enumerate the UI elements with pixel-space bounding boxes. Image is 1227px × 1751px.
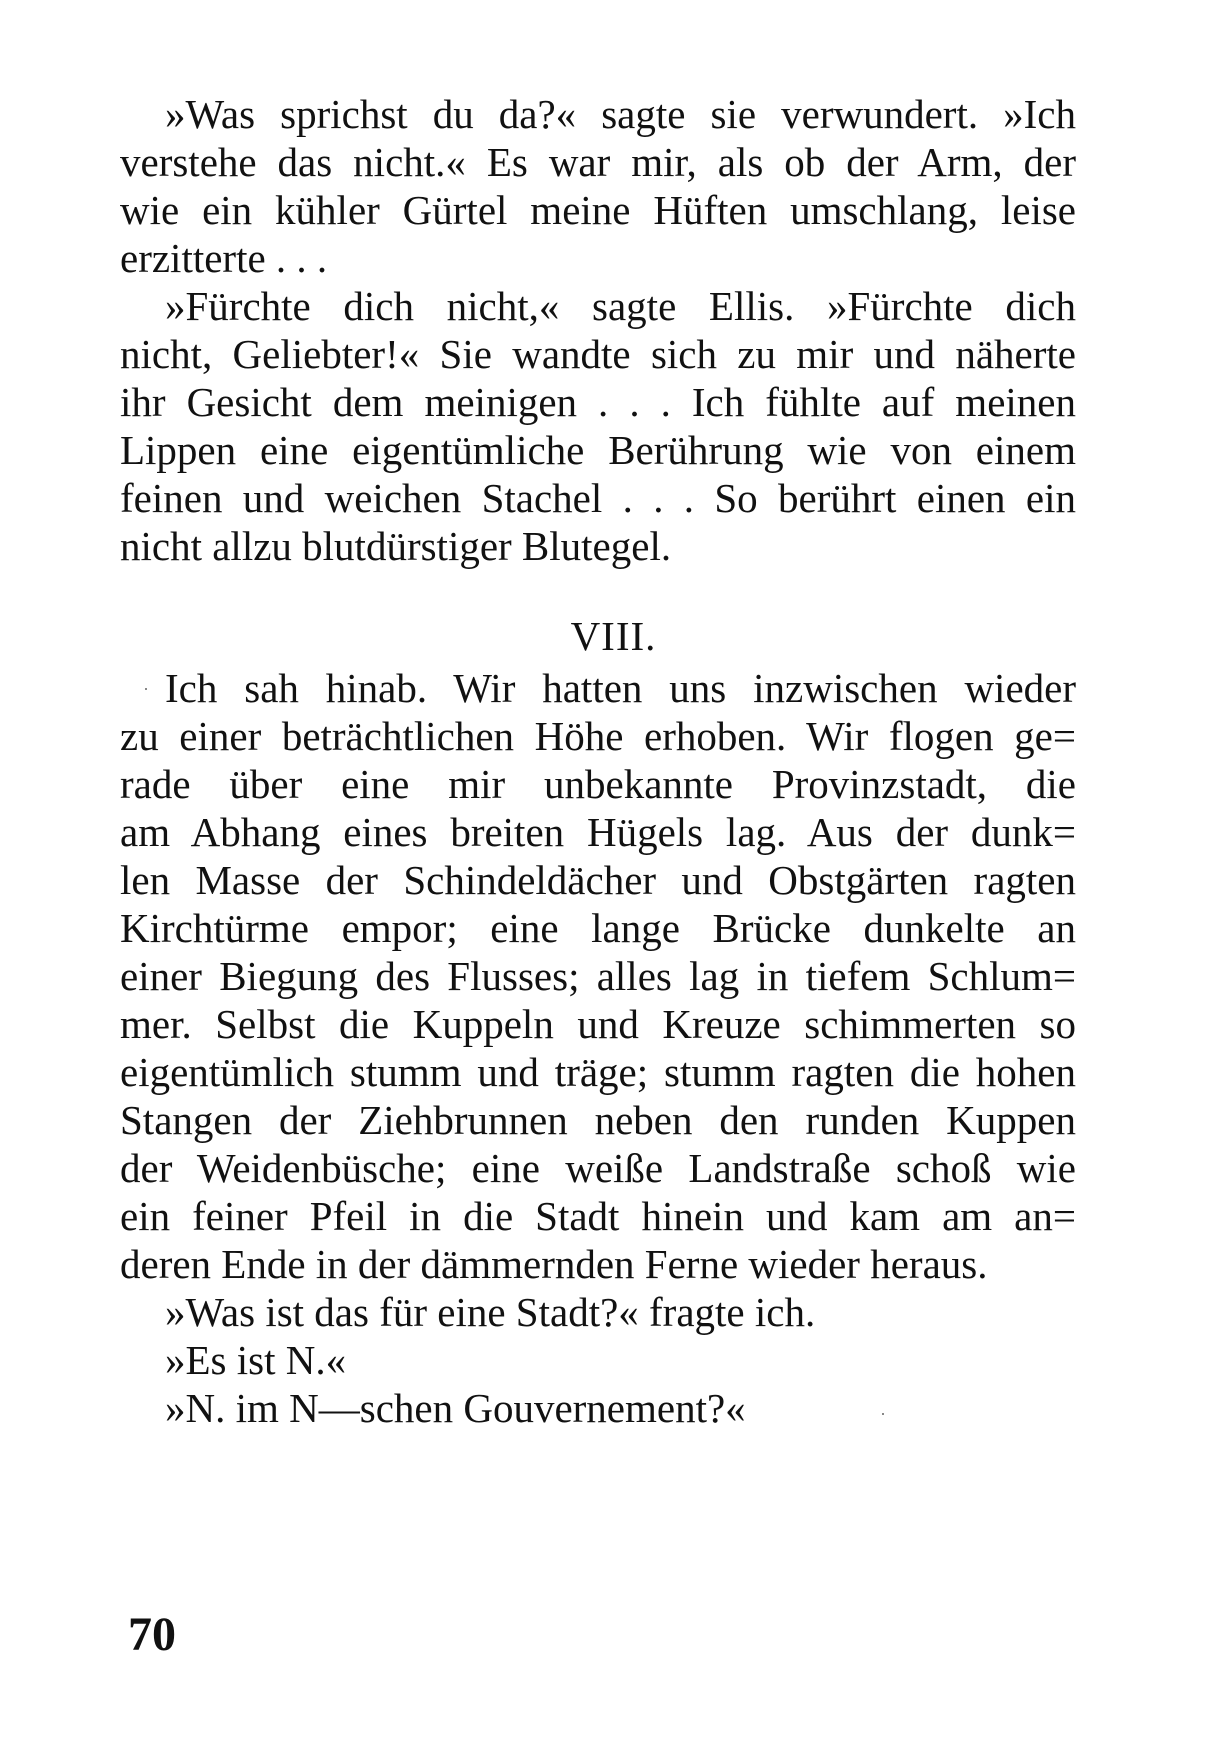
text-line: Ich sah hinab. Wir hatten uns inzwischen wieder	[165, 665, 1076, 711]
chapter-heading: VIII.	[570, 613, 657, 659]
scan-speck	[145, 688, 147, 690]
dialogue-line: »Was ist das für eine Stadt?« fragte ich.	[165, 1289, 816, 1335]
text-line: »Fürchte dich nicht,« sagte Ellis. »Fürchte dich	[165, 283, 1076, 329]
text-line: feinen und weichen Stachel . . . So berührt einen ein	[120, 475, 1076, 521]
scan-speck	[882, 1413, 884, 1415]
text-line: Lippen eine eigentümliche Berührung wie von einem	[120, 427, 1076, 473]
text-line: erzitterte . . .	[120, 235, 328, 281]
text-line: verstehe das nicht.« Es war mir, als ob der Arm, der	[120, 139, 1076, 185]
text-line: ihr Gesicht dem meinigen . . . Ich fühlte auf meinen	[120, 379, 1076, 425]
text-line: am Abhang eines breiten Hügels lag. Aus der dunk=	[120, 809, 1076, 855]
text-line: eigentümlich stumm und träge; stumm ragten die hohen	[120, 1049, 1076, 1095]
text-line: der Weidenbüsche; eine weiße Landstraße schoß wie	[120, 1145, 1076, 1191]
text-line: nicht allzu blutdürstiger Blutegel.	[120, 523, 672, 569]
text-line: Kirchtürme empor; eine lange Brücke dunkelte an	[120, 905, 1076, 951]
text-line: ein feiner Pfeil in die Stadt hinein und kam am an=	[120, 1193, 1076, 1239]
text-line: deren Ende in der dämmernden Ferne wieder heraus.	[120, 1241, 988, 1287]
text-line: zu einer beträchtlichen Höhe erhoben. Wir flogen ge=	[120, 713, 1076, 759]
text-line: len Masse der Schindeldächer und Obstgärten ragten	[120, 857, 1076, 903]
text-line: einer Biegung des Flusses; alles lag in tiefem Schlum=	[120, 953, 1076, 999]
text-line: mer. Selbst die Kuppeln und Kreuze schimmerten so	[120, 1001, 1076, 1047]
dialogue-line: »N. im N—schen Gouvernement?«	[165, 1385, 746, 1431]
dialogue-line: »Es ist N.«	[165, 1337, 347, 1383]
text-line: rade über eine mir unbekannte Provinzstadt, die	[120, 761, 1076, 807]
text-line: nicht, Geliebter!« Sie wandte sich zu mir und näherte	[120, 331, 1076, 377]
text-line: »Was sprichst du da?« sagte sie verwundert. »Ich	[165, 91, 1076, 137]
text-line: wie ein kühler Gürtel meine Hüften umschlang, leise	[120, 187, 1076, 233]
page-number: 70	[128, 1608, 176, 1661]
text-line: Stangen der Ziehbrunnen neben den runden Kuppen	[120, 1097, 1076, 1143]
